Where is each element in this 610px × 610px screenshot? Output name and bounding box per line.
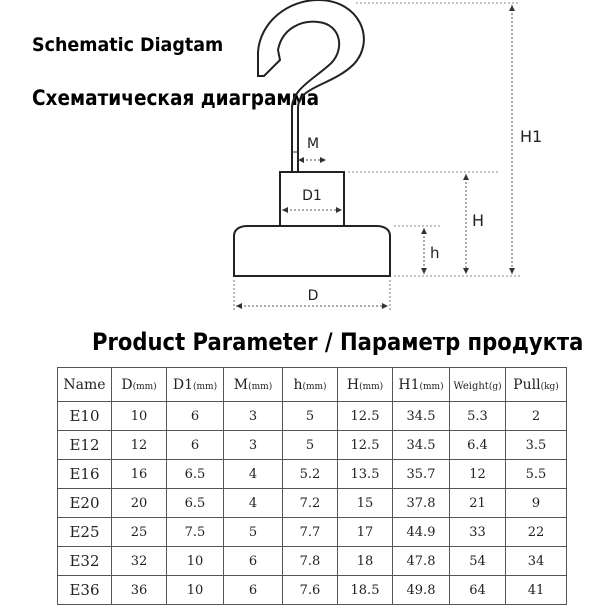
cell-pull: 9 [506, 489, 567, 518]
cell-d1: 10 [167, 576, 224, 605]
cell-d1: 10 [167, 547, 224, 576]
cell-name: E25 [58, 518, 112, 547]
cell-h1: 34.5 [393, 402, 450, 431]
schematic-title-en: Schematic Diagtam [32, 34, 224, 56]
cell-h-small: 7.8 [283, 547, 338, 576]
cell-h-small: 5 [283, 431, 338, 460]
label-m: M [306, 136, 320, 152]
cell-pull: 22 [506, 518, 567, 547]
cell-name: E12 [58, 431, 112, 460]
cell-pull: 3.5 [506, 431, 567, 460]
header-h1: H1(mm) [393, 368, 450, 402]
cell-h1: 44.9 [393, 518, 450, 547]
cell-h-small: 5 [283, 402, 338, 431]
magnet-base [234, 226, 390, 276]
table-row [58, 489, 567, 518]
cell-m: 3 [224, 431, 283, 460]
cell-m: 6 [224, 576, 283, 605]
cell-h: 13.5 [338, 460, 393, 489]
table-row [58, 402, 567, 431]
cell-weight: 64 [450, 576, 506, 605]
cell-d1: 6 [167, 402, 224, 431]
cell-m: 3 [224, 402, 283, 431]
parameter-table [57, 367, 567, 605]
cell-h-small: 7.7 [283, 518, 338, 547]
cell-pull: 5.5 [506, 460, 567, 489]
header-pull: Pull(kg) [506, 368, 567, 402]
cell-d1: 6.5 [167, 489, 224, 518]
cell-d: 36 [112, 576, 167, 605]
cell-d: 10 [112, 402, 167, 431]
header-m: M(mm) [224, 368, 283, 402]
cell-weight: 12 [450, 460, 506, 489]
cell-h1: 49.8 [393, 576, 450, 605]
cell-h1: 37.8 [393, 489, 450, 518]
label-h1: H1 [520, 127, 543, 146]
cell-d: 12 [112, 431, 167, 460]
label-h-small: h [430, 244, 440, 262]
cell-h: 17 [338, 518, 393, 547]
table-row [58, 576, 567, 605]
cell-h1: 34.5 [393, 431, 450, 460]
header-h: H(mm) [338, 368, 393, 402]
cell-h: 18 [338, 547, 393, 576]
cell-pull: 2 [506, 402, 567, 431]
cell-h-small: 5.2 [283, 460, 338, 489]
cell-m: 4 [224, 489, 283, 518]
cell-h: 15 [338, 489, 393, 518]
table-row [58, 460, 567, 489]
cell-d: 25 [112, 518, 167, 547]
cell-d1: 6.5 [167, 460, 224, 489]
cell-pull: 34 [506, 547, 567, 576]
cell-m: 4 [224, 460, 283, 489]
header-name: Name [58, 368, 112, 402]
cell-d1: 6 [167, 431, 224, 460]
cell-weight: 21 [450, 489, 506, 518]
cell-weight: 5.3 [450, 402, 506, 431]
table-row [58, 431, 567, 460]
header-weight: Weight(g) [450, 368, 506, 402]
cell-name: E10 [58, 402, 112, 431]
header-h-small: h(mm) [283, 368, 338, 402]
header-d1: D1(mm) [167, 368, 224, 402]
cell-h: 18.5 [338, 576, 393, 605]
cell-name: E32 [58, 547, 112, 576]
label-d1: D1 [302, 188, 322, 204]
cell-weight: 54 [450, 547, 506, 576]
table-row [58, 518, 567, 547]
cell-name: E36 [58, 576, 112, 605]
cell-pull: 41 [506, 576, 567, 605]
cell-weight: 6.4 [450, 431, 506, 460]
cell-name: E16 [58, 460, 112, 489]
cell-h: 12.5 [338, 431, 393, 460]
cell-h1: 35.7 [393, 460, 450, 489]
cell-h1: 47.8 [393, 547, 450, 576]
cell-h-small: 7.2 [283, 489, 338, 518]
cell-d1: 7.5 [167, 518, 224, 547]
cell-d: 20 [112, 489, 167, 518]
cell-h: 12.5 [338, 402, 393, 431]
cell-d: 32 [112, 547, 167, 576]
cell-d: 16 [112, 460, 167, 489]
cell-m: 5 [224, 518, 283, 547]
schematic-title-ru: Схематическая диаграмма [32, 86, 320, 110]
product-parameter-title: Product Parameter / Параметр продукта [92, 328, 584, 356]
label-h: H [472, 211, 485, 230]
cell-name: E20 [58, 489, 112, 518]
label-d: D [307, 288, 319, 304]
table-header-row [58, 368, 567, 402]
cell-weight: 33 [450, 518, 506, 547]
table-row [58, 547, 567, 576]
header-d: D(mm) [112, 368, 167, 402]
cell-m: 6 [224, 547, 283, 576]
cell-h-small: 7.6 [283, 576, 338, 605]
